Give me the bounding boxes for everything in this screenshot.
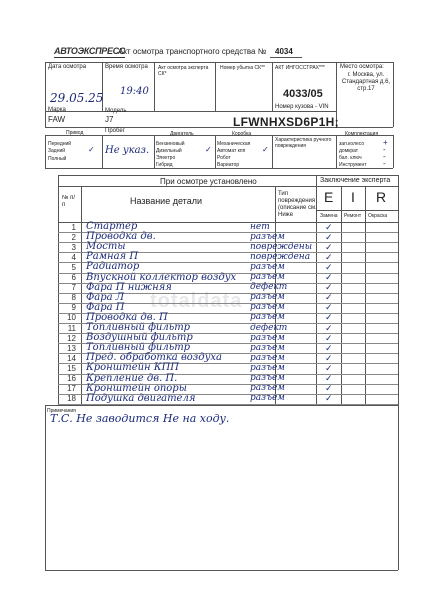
row-replace-check: ✓ — [325, 231, 333, 242]
row-damage-type: разъем — [250, 261, 285, 272]
row-replace-check: ✓ — [325, 221, 333, 232]
row-replace-check: ✓ — [325, 332, 333, 343]
row-part-name: Крепление дв. П. — [86, 372, 178, 384]
row-number: 15 — [67, 363, 76, 373]
row-part-name: Проводка дв. — [86, 231, 156, 243]
claim-number-label: Номер убытка СК** — [220, 65, 265, 71]
gearbox-robot: Робот — [217, 155, 231, 161]
time-label: Время осмотра — [105, 64, 148, 70]
gearbox-auto-check: ✓ — [262, 145, 269, 154]
row-damage-type: разъем — [250, 272, 285, 282]
row-part-name: Рамная П — [86, 251, 139, 263]
drive-all: Полный — [48, 156, 67, 162]
row-part-name: Стартер — [86, 221, 138, 232]
row-damage-type: разъем — [250, 373, 285, 383]
watermark: totaldata — [150, 290, 243, 312]
vin-label: Номер кузова - VIN — [275, 104, 329, 110]
model-value: J7 — [105, 115, 114, 124]
col-num-header: № п/п — [62, 195, 76, 208]
row-replace-check: ✓ — [325, 322, 333, 333]
engine-petrol: Бензиновый — [156, 141, 185, 147]
row-number: 4 — [71, 252, 76, 262]
place-value: г. Москва, ул. Стандартная д.6, стр.17 — [341, 72, 391, 92]
col-i-header: I — [351, 189, 355, 205]
equip-jack-mark: - — [383, 145, 386, 154]
engine-diesel-check: ✓ — [205, 145, 212, 154]
act-number: 4034 — [275, 47, 293, 56]
equip-spare-mark: + — [383, 138, 388, 147]
vin-value: LFWNHXSD6P1H; — [233, 115, 339, 129]
conclusion-title: Заключение эксперта — [320, 177, 391, 184]
gearbox-header: Коробка — [232, 131, 252, 137]
ingos-act-value: 4033/05 — [283, 88, 323, 100]
row-part-name: Впускной коллектор воздух — [86, 271, 237, 283]
col-i-sub: Ремонт — [344, 213, 362, 219]
row-damage-type: повреждены — [250, 241, 313, 252]
row-damage-type: разъем — [250, 312, 285, 323]
row-number: 2 — [71, 232, 76, 242]
row-part-name: Радиатор — [86, 261, 140, 273]
date-label: Дата осмотра — [48, 64, 87, 70]
row-replace-check: ✓ — [325, 261, 333, 272]
time-value: 19:40 — [120, 86, 149, 97]
row-part-name: Воздушный фильтр — [86, 332, 193, 344]
col-e-sub: Замена — [320, 213, 338, 219]
model-label: Модель — [105, 108, 127, 114]
row-damage-type: разъем — [250, 342, 285, 353]
row-replace-check: ✓ — [325, 352, 333, 363]
row-part-name: Пред. обработка воздуха — [86, 352, 222, 364]
row-part-name: Топливный фильтр — [86, 322, 191, 333]
row-replace-check: ✓ — [325, 251, 333, 262]
equip-tools: Инструмент — [339, 162, 367, 168]
row-number: 6 — [71, 273, 76, 282]
row-damage-type: разъем — [250, 332, 285, 343]
date-value: 29.05.25 — [50, 91, 104, 105]
row-damage-type: нет — [250, 221, 270, 232]
row-number: 3 — [71, 242, 76, 252]
row-number: 18 — [67, 394, 76, 404]
equipment-header: Комплектация — [345, 131, 379, 137]
ingos-act-label: АКТ ИНГОССТРАХ*** — [275, 65, 325, 71]
row-number: 9 — [71, 303, 76, 313]
row-damage-type: дефект — [250, 322, 288, 333]
col-r-sub: Окраска — [368, 213, 388, 219]
row-replace-check: ✓ — [325, 312, 333, 323]
equip-spare-wheel: зап.колесо — [339, 141, 365, 147]
row-number: 17 — [67, 384, 76, 394]
row-part-name: Подушка двигателя — [86, 392, 196, 404]
col-r-header: R — [376, 189, 387, 205]
mileage-value: Не указ. — [105, 145, 150, 156]
row-damage-type: разъем — [250, 292, 285, 303]
equip-tools-mark: - — [383, 159, 386, 168]
row-damage-type: повреждена — [250, 251, 311, 262]
row-number: 7 — [71, 283, 76, 293]
row-part-name: Топливный фильтр — [86, 342, 191, 354]
row-number: 12 — [67, 333, 76, 343]
engine-diesel: Дизельный — [156, 148, 182, 154]
row-damage-type: разъем — [250, 383, 285, 394]
notes-label: Примечания — [47, 408, 76, 414]
engine-header: Двигатель — [170, 131, 194, 137]
col-name-header: Название детали — [130, 196, 202, 206]
gearbox-manual: Механическая — [217, 141, 251, 147]
row-part-name: Фара П нижняя — [86, 281, 172, 293]
place-label: Место осмотра: — [340, 64, 384, 70]
row-damage-type: дефект — [250, 282, 288, 293]
row-part-name: Кронштейн КПП — [86, 362, 180, 374]
row-replace-check: ✓ — [325, 272, 333, 282]
drive-header: Привод — [66, 130, 84, 136]
col-type-header: Тип повреждения (описание см. Ниже — [278, 191, 317, 218]
row-replace-check: ✓ — [325, 383, 333, 394]
row-damage-type: разъем — [250, 393, 285, 404]
col-e-header: E — [324, 189, 334, 205]
mileage-header: Пробег — [105, 128, 125, 134]
row-replace-check: ✓ — [325, 292, 333, 303]
row-damage-type: разъем — [250, 302, 285, 313]
row-number: 1 — [71, 222, 76, 232]
row-part-name: Кронштейн опоры — [86, 382, 187, 394]
row-replace-check: ✓ — [325, 342, 333, 353]
row-damage-type: разъем — [250, 352, 285, 363]
row-part-name: Мосты — [86, 241, 126, 253]
row-number: 10 — [67, 313, 76, 323]
row-replace-check: ✓ — [325, 282, 333, 293]
row-number: 8 — [71, 293, 76, 303]
equip-wrench: бал. ключ — [339, 155, 362, 161]
equip-jack: домкрат — [339, 148, 359, 154]
row-number: 5 — [71, 262, 76, 272]
findings-section-title: При осмотре установлено — [160, 177, 257, 186]
row-part-name: Проводка дв. П — [86, 311, 168, 323]
row-damage-type: разъем — [250, 362, 285, 373]
row-replace-check: ✓ — [325, 373, 333, 383]
row-replace-check: ✓ — [325, 302, 333, 313]
damage-header: Характеристика ручного повреждения — [275, 137, 332, 149]
drive-rear-check: ✓ — [88, 145, 95, 154]
row-part-name: Фара Л — [86, 291, 125, 303]
row-number: 14 — [67, 353, 76, 363]
row-number: 11 — [67, 323, 76, 333]
row-number: 16 — [67, 374, 76, 383]
drive-rear: Задний — [48, 148, 66, 154]
brand-label: Марка — [48, 107, 66, 113]
row-number: 13 — [67, 343, 76, 353]
row-replace-check: ✓ — [325, 241, 333, 252]
act-number-underline — [270, 57, 302, 58]
row-damage-type: разъем — [250, 231, 285, 242]
drive-front: Передний — [48, 141, 72, 147]
row-replace-check: ✓ — [325, 393, 333, 404]
gearbox-auto: Автомат кпп — [217, 148, 246, 154]
brand-value: FAW — [48, 115, 66, 124]
row-replace-check: ✓ — [325, 362, 333, 373]
row-part-name: Фара П — [86, 301, 125, 313]
engine-hybrid: Гибрид — [156, 162, 173, 168]
expert-act-label: Акт осмотра эксперта СК* — [158, 65, 209, 77]
company-logo: АВТОЭКСПРЕСС — [54, 46, 126, 56]
gearbox-cvt: Вариатор — [217, 162, 240, 168]
engine-electric: Электро — [156, 155, 176, 161]
act-title: Акт осмотра транспортного средства № — [118, 47, 267, 56]
notes-text: Т.С. Не заводится Не на ходу. — [50, 412, 230, 425]
equip-wrench-mark: - — [383, 152, 386, 161]
